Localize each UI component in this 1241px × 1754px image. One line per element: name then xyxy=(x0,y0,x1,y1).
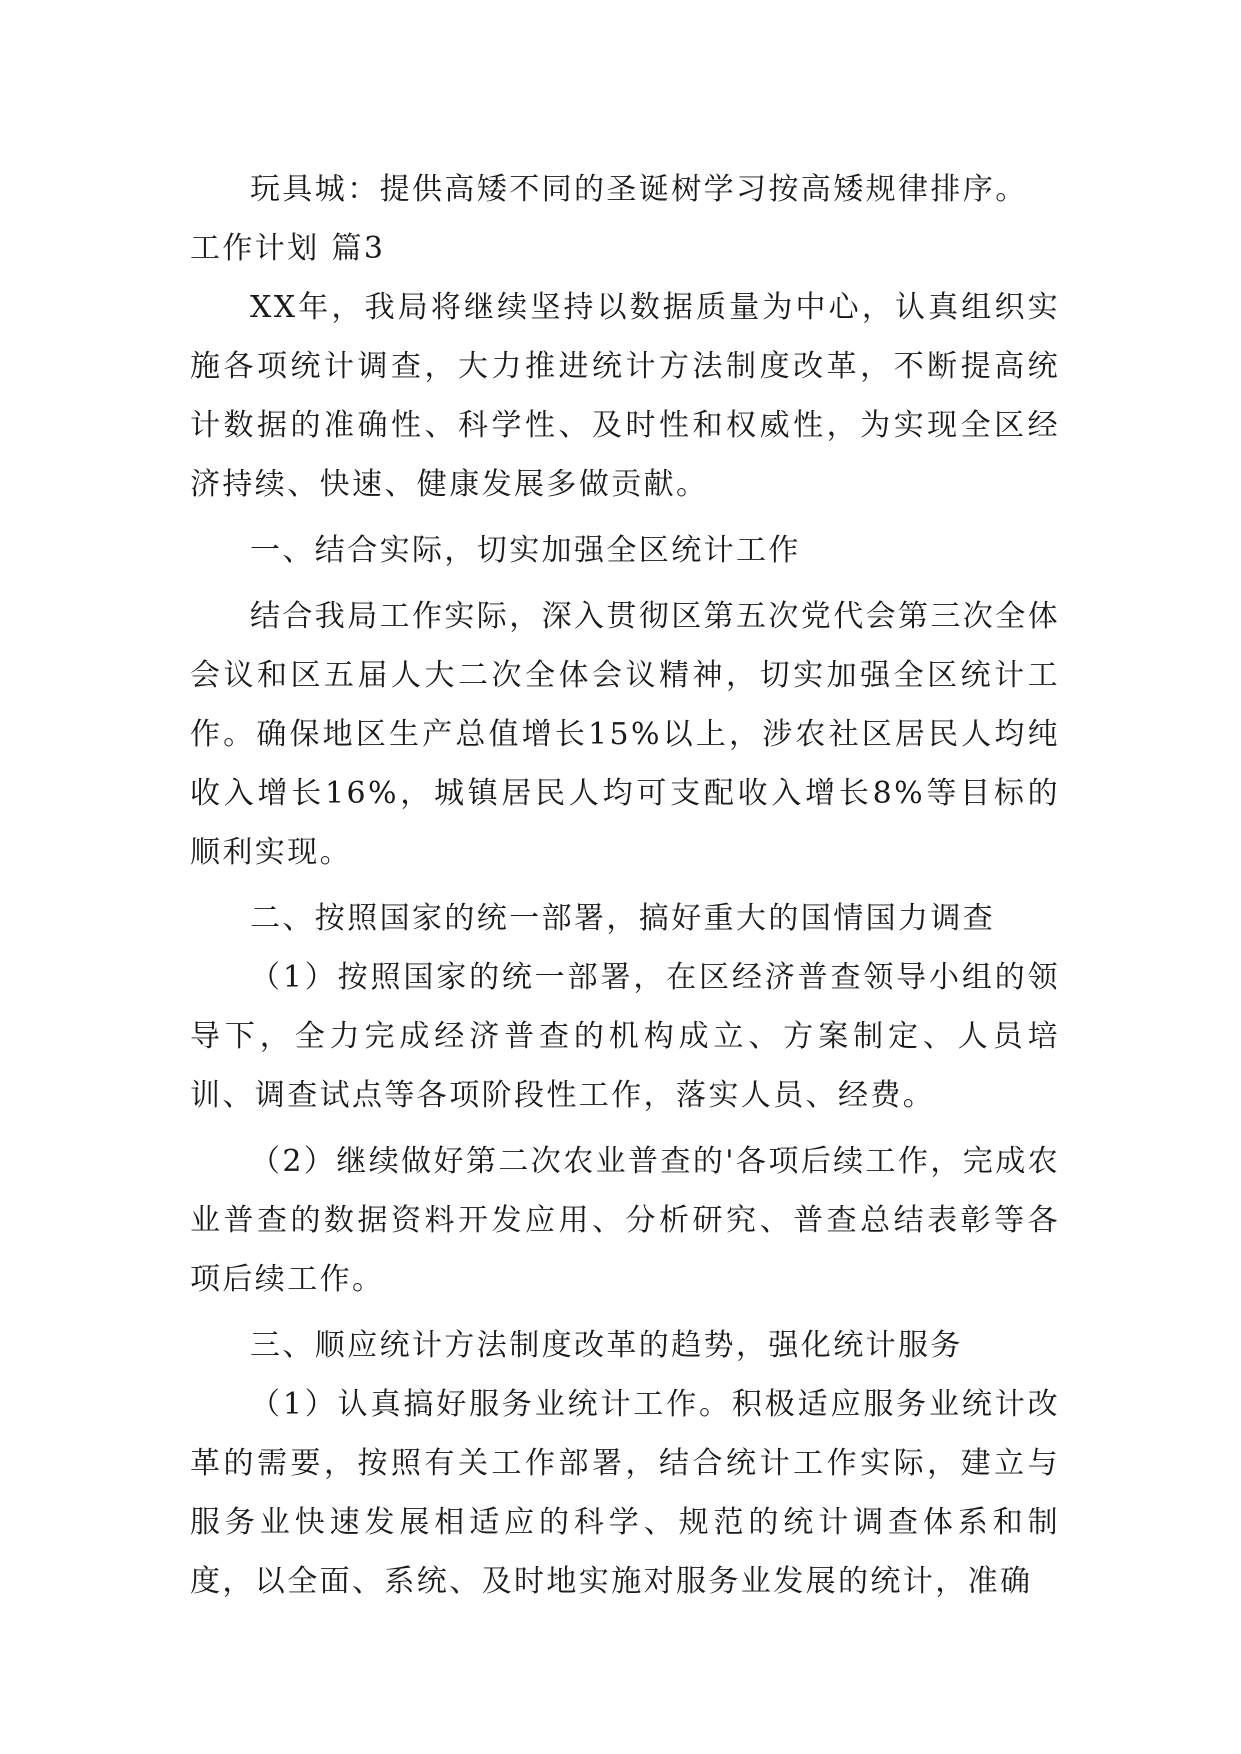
section-heading-work-plan-3: 工作计划 篇3 xyxy=(190,231,386,266)
paragraph-toy-city: 玩具城：提供高矮不同的圣诞树学习按高矮规律排序。 xyxy=(250,172,1028,207)
paragraph-section-two-item-2: （2）继续做好第二次农业普查的'各项后续工作，完成农业普查的数据资料开发应用、分析研究、普查总结表彰等各项后续工作。 xyxy=(190,1144,1060,1297)
paragraph-section-three-item-1: （1）认真搞好服务业统计工作。积极适应服务业统计改革的需要，按照有关工作部署，结合统计工作实际，建立与服务业快速发展相适应的科学、规范的统计调查体系和制度，以全面、系统、及时地实施对服务业发展的统计，准确 xyxy=(190,1387,1060,1599)
paragraph-intro: XX年，我局将继续坚持以数据质量为中心，认真组织实施各项统计调查，大力推进统计方法制度改革，不断提高统计数据的准确性、科学性、及时性和权威性，为实现全区经济持续、快速、健康发展多做贡献。 xyxy=(190,290,1060,502)
document-body xyxy=(190,160,1060,1611)
heading-section-one: 一、结合实际，切实加强全区统计工作 xyxy=(250,533,801,568)
paragraph-section-one-body: 结合我局工作实际，深入贯彻区第五次党代会第三次全体会议和区五届人大二次全体会议精神，切实加强全区统计工作。确保地区生产总值增长15%以上，涉农社区居民人均纯收入增长16%，城镇居民人均可支配收入增长8%等目标的顺利实现。 xyxy=(190,599,1060,870)
heading-section-two: 二、按照国家的统一部署，搞好重大的国情国力调查 xyxy=(250,901,996,936)
heading-section-three: 三、顺应统计方法制度改革的趋势，强化统计服务 xyxy=(250,1328,963,1363)
paragraph-section-two-item-1: （1）按照国家的统一部署，在区经济普查领导小组的领导下，全力完成经济普查的机构成立、方案制定、人员培训、调查试点等各项阶段性工作，落实人员、经费。 xyxy=(190,960,1060,1113)
